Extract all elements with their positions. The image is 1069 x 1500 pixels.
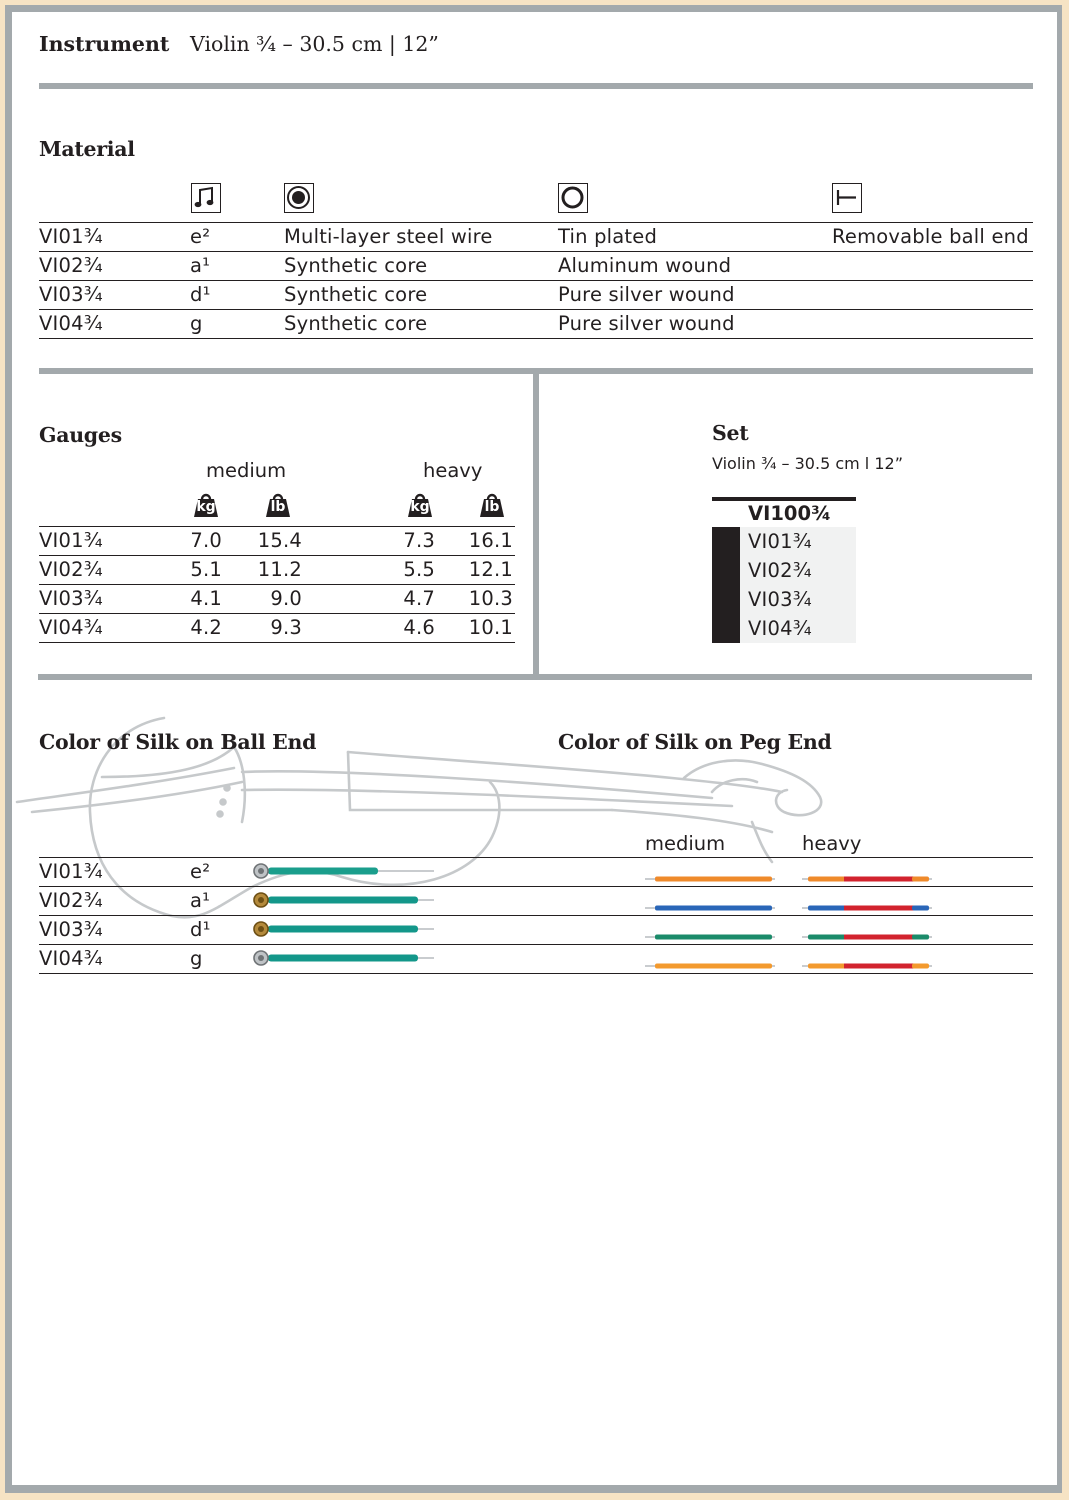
lb-weight-icon bbox=[264, 493, 292, 517]
silk-note: d¹ bbox=[190, 918, 211, 941]
kg-weight-icon bbox=[192, 493, 220, 517]
material-rule bbox=[39, 222, 1033, 223]
material-core: Multi-layer steel wire bbox=[284, 225, 493, 248]
gauges-medium-kg: 4.2 bbox=[190, 616, 222, 639]
gauges-medium-lb: 9.0 bbox=[270, 587, 302, 610]
gauges-medium-kg: 4.1 bbox=[190, 587, 222, 610]
core-icon bbox=[284, 183, 314, 213]
gauges-code: VI03¾ bbox=[39, 587, 103, 610]
gauges-medium-kg: 7.0 bbox=[190, 529, 222, 552]
set-bracket bbox=[712, 527, 740, 643]
winding-icon bbox=[558, 183, 588, 213]
material-winding: Tin plated bbox=[558, 225, 658, 248]
silk-note: e² bbox=[190, 860, 211, 883]
peg-heavy-silk bbox=[802, 868, 932, 876]
gauges-code: VI04¾ bbox=[39, 616, 103, 639]
gauges-rule bbox=[39, 526, 515, 527]
silk-rule bbox=[39, 915, 1033, 916]
gauges-heavy-lb: 16.1 bbox=[468, 529, 513, 552]
material-note: a¹ bbox=[190, 254, 211, 277]
material-code: VI04¾ bbox=[39, 312, 103, 335]
instrument-label: Instrument bbox=[39, 32, 170, 56]
gauges-medium-lb: 9.3 bbox=[270, 616, 302, 639]
gauges-heavy-lb: 10.1 bbox=[468, 616, 513, 639]
material-title: Material bbox=[39, 137, 135, 161]
lb-label: lb bbox=[270, 499, 286, 515]
gauges-code: VI01¾ bbox=[39, 529, 103, 552]
gauges-rule bbox=[39, 613, 515, 614]
ball-end-string bbox=[252, 892, 452, 908]
note-icon bbox=[191, 183, 221, 213]
material-core: Synthetic core bbox=[284, 312, 428, 335]
set-item: VI04¾ bbox=[748, 617, 812, 640]
peg-medium-silk bbox=[645, 868, 775, 876]
material-code: VI02¾ bbox=[39, 254, 103, 277]
gauges-heavy-kg: 7.3 bbox=[403, 529, 435, 552]
peg-heavy-silk bbox=[802, 926, 932, 934]
gauges-code: VI02¾ bbox=[39, 558, 103, 581]
ball-end-string bbox=[252, 863, 452, 879]
silk-rule bbox=[39, 973, 1033, 974]
set-code-header bbox=[712, 497, 856, 525]
gauges-heavy-kg: 5.5 bbox=[403, 558, 435, 581]
material-winding: Pure silver wound bbox=[558, 283, 735, 306]
silk-heavy-label: heavy bbox=[802, 832, 862, 855]
gauges-medium-lb: 11.2 bbox=[257, 558, 302, 581]
material-note: e² bbox=[190, 225, 211, 248]
gauges-heavy-lb: 10.3 bbox=[468, 587, 513, 610]
silk-note: g bbox=[190, 947, 203, 970]
gauges-heavy-kg: 4.6 bbox=[403, 616, 435, 639]
set-code: VI100¾ bbox=[748, 502, 832, 525]
material-code: VI03¾ bbox=[39, 283, 103, 306]
kg-label: kg bbox=[410, 499, 430, 515]
set-subtitle: Violin ¾ – 30.5 cm l 12” bbox=[712, 454, 903, 473]
divider-gauges bbox=[38, 674, 1032, 680]
material-rule bbox=[39, 251, 1033, 252]
divider-vertical bbox=[533, 374, 539, 674]
peg-medium-silk bbox=[645, 926, 775, 934]
material-winding: Aluminum wound bbox=[558, 254, 732, 277]
material-rule bbox=[39, 280, 1033, 281]
lb-label: lb bbox=[484, 499, 500, 515]
spec-sheet bbox=[12, 12, 1057, 1485]
silk-note: a¹ bbox=[190, 889, 211, 912]
silk-peg-title: Color of Silk on Peg End bbox=[558, 730, 832, 754]
material-note: d¹ bbox=[190, 283, 211, 306]
lb-weight-icon bbox=[478, 493, 506, 517]
gauges-heavy-kg: 4.7 bbox=[403, 587, 435, 610]
silk-medium-label: medium bbox=[645, 832, 726, 855]
gauges-medium-kg: 5.1 bbox=[190, 558, 222, 581]
gauges-rule bbox=[39, 642, 515, 643]
gauges-heavy-lb: 12.1 bbox=[468, 558, 513, 581]
silk-rule bbox=[39, 857, 1033, 858]
silk-code: VI04¾ bbox=[39, 947, 103, 970]
silk-code: VI02¾ bbox=[39, 889, 103, 912]
material-core: Synthetic core bbox=[284, 283, 428, 306]
set-item: VI01¾ bbox=[748, 530, 812, 553]
material-winding: Pure silver wound bbox=[558, 312, 735, 335]
material-code: VI01¾ bbox=[39, 225, 103, 248]
gauges-rule bbox=[39, 584, 515, 585]
material-rule bbox=[39, 338, 1033, 339]
peg-heavy-silk bbox=[802, 955, 932, 963]
ball-end-icon bbox=[832, 183, 862, 213]
silk-code: VI01¾ bbox=[39, 860, 103, 883]
kg-label: kg bbox=[196, 499, 216, 515]
set-item: VI03¾ bbox=[748, 588, 812, 611]
peg-heavy-silk bbox=[802, 897, 932, 905]
gauges-medium-lb: 15.4 bbox=[257, 529, 302, 552]
kg-weight-icon bbox=[406, 493, 434, 517]
ball-end-string bbox=[252, 950, 452, 966]
gauges-heavy-label: heavy bbox=[423, 459, 483, 482]
material-rule bbox=[39, 309, 1033, 310]
material-core: Synthetic core bbox=[284, 254, 428, 277]
silk-code: VI03¾ bbox=[39, 918, 103, 941]
silk-rule bbox=[39, 886, 1033, 887]
divider-top bbox=[39, 83, 1033, 89]
material-end: Removable ball end bbox=[832, 225, 1029, 248]
instrument-value: Violin ¾ – 30.5 cm | 12” bbox=[190, 32, 439, 56]
gauges-medium-label: medium bbox=[206, 459, 287, 482]
material-note: g bbox=[190, 312, 203, 335]
ball-end-string bbox=[252, 921, 452, 937]
set-title: Set bbox=[712, 421, 749, 445]
silk-ball-title: Color of Silk on Ball End bbox=[39, 730, 317, 754]
peg-medium-silk bbox=[645, 955, 775, 963]
silk-rule bbox=[39, 944, 1033, 945]
peg-medium-silk bbox=[645, 897, 775, 905]
gauges-title: Gauges bbox=[39, 423, 122, 447]
gauges-rule bbox=[39, 555, 515, 556]
set-item: VI02¾ bbox=[748, 559, 812, 582]
